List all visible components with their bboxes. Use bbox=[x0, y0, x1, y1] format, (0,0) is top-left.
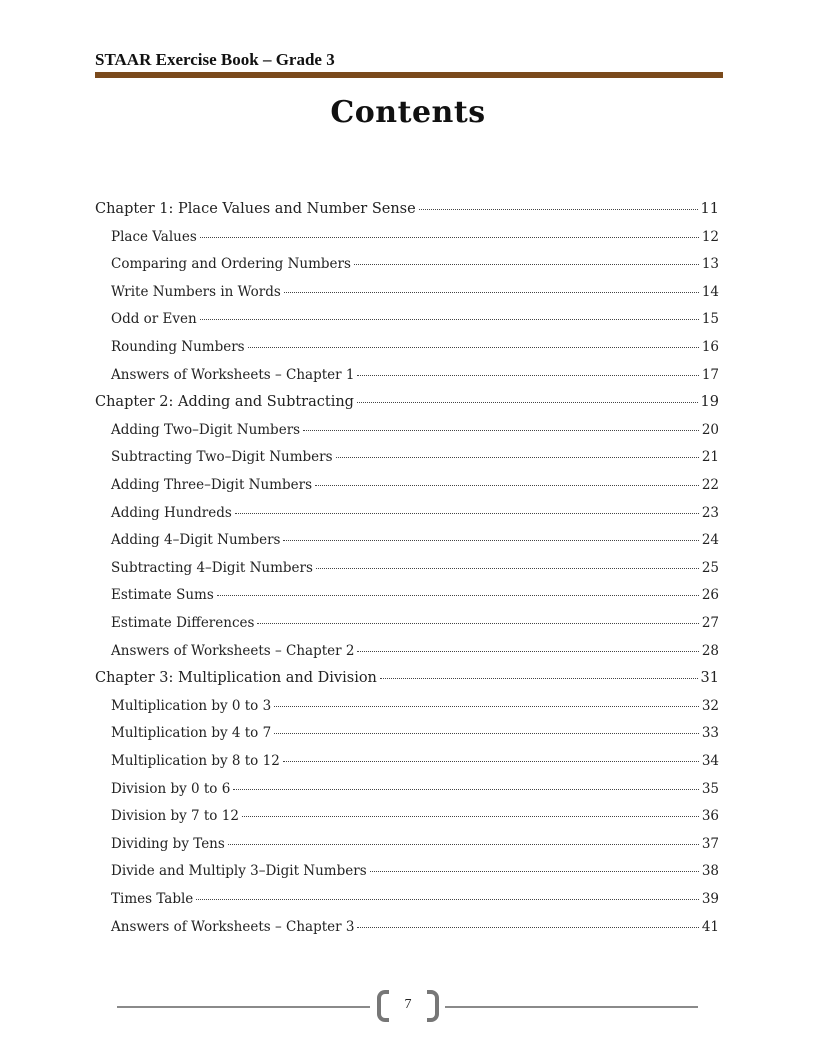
toc-dot-leader bbox=[336, 457, 699, 458]
toc-chapter-entry[interactable] bbox=[95, 200, 719, 218]
toc-entry-label: Answers of Worksheets – Chapter 1 bbox=[111, 366, 355, 383]
toc-dot-leader bbox=[228, 844, 699, 845]
toc-entry-page: 27 bbox=[701, 615, 719, 631]
toc-dot-leader bbox=[354, 264, 699, 265]
open-bracket-icon bbox=[377, 990, 389, 1022]
toc-entry-label: Adding 4–Digit Numbers bbox=[111, 532, 281, 549]
toc-entry-page: 36 bbox=[701, 808, 719, 825]
toc-entry-page: 11 bbox=[700, 201, 719, 217]
toc-dot-leader bbox=[242, 816, 699, 817]
toc-entry-label: Subtracting Two–Digit Numbers bbox=[111, 449, 333, 466]
toc-dot-leader bbox=[200, 319, 699, 320]
toc-section-entry[interactable] bbox=[111, 890, 719, 908]
toc-entry-page: 41 bbox=[701, 918, 719, 935]
toc-entry-page: 39 bbox=[701, 891, 719, 907]
toc-entry-label: Times Table bbox=[111, 891, 194, 907]
toc-entry-page: 12 bbox=[701, 228, 719, 245]
toc-entry-label: Multiplication by 4 to 7 bbox=[111, 725, 272, 742]
toc-entry-label: Adding Two–Digit Numbers bbox=[111, 421, 301, 438]
toc-dot-leader bbox=[283, 761, 699, 762]
toc-entry-page: 25 bbox=[701, 559, 719, 576]
toc-section-entry[interactable] bbox=[111, 780, 719, 798]
toc-entry-label: Divide and Multiply 3–Digit Numbers bbox=[111, 863, 367, 880]
toc-chapter-entry[interactable] bbox=[95, 393, 719, 411]
toc-section-entry[interactable] bbox=[111, 559, 719, 577]
toc-dot-leader bbox=[357, 927, 698, 928]
running-header-title: STAAR Exercise Book – Grade 3 bbox=[95, 50, 335, 69]
toc-section-entry[interactable] bbox=[111, 586, 719, 604]
toc-section-entry[interactable] bbox=[111, 421, 719, 439]
toc-dot-leader bbox=[196, 899, 699, 900]
toc-dot-leader bbox=[370, 871, 699, 872]
toc-section-entry[interactable] bbox=[111, 807, 719, 825]
toc-section-entry[interactable] bbox=[111, 642, 719, 660]
toc-section-entry[interactable] bbox=[111, 918, 719, 936]
toc-section-entry[interactable] bbox=[111, 504, 719, 522]
toc-dot-leader bbox=[419, 209, 698, 210]
toc-section-entry[interactable] bbox=[111, 283, 719, 301]
toc-section-entry[interactable] bbox=[111, 366, 719, 384]
toc-entry-page: 16 bbox=[701, 339, 719, 355]
toc-entry-label: Odd or Even bbox=[111, 311, 197, 328]
toc-dot-leader bbox=[357, 402, 698, 403]
toc-entry-page: 37 bbox=[701, 835, 719, 852]
toc-dot-leader bbox=[380, 678, 698, 679]
toc-entry-label: Division by 7 to 12 bbox=[111, 808, 239, 825]
toc-dot-leader bbox=[357, 375, 698, 376]
toc-entry-label: Multiplication by 0 to 3 bbox=[111, 697, 272, 714]
toc-dot-leader bbox=[284, 292, 699, 293]
toc-dot-leader bbox=[303, 430, 699, 431]
page-number: 7 bbox=[404, 997, 412, 1012]
footer-rule-left bbox=[117, 1006, 370, 1008]
toc-section-entry[interactable] bbox=[111, 531, 719, 549]
toc-entry-label: Subtracting 4–Digit Numbers bbox=[111, 559, 313, 576]
toc-dot-leader bbox=[316, 568, 699, 569]
toc-entry-page: 28 bbox=[701, 642, 719, 659]
toc-section-entry[interactable] bbox=[111, 338, 719, 356]
toc-entry-page: 13 bbox=[701, 256, 719, 273]
toc-entry-page: 38 bbox=[701, 863, 719, 880]
toc-entry-page: 17 bbox=[701, 366, 719, 383]
toc-entry-label: Estimate Differences bbox=[111, 615, 255, 631]
toc-dot-leader bbox=[315, 485, 699, 486]
toc-dot-leader bbox=[283, 540, 698, 541]
toc-dot-leader bbox=[248, 347, 699, 348]
toc-dot-leader bbox=[357, 651, 698, 652]
toc-entry-page: 23 bbox=[701, 504, 719, 521]
toc-entry-page: 21 bbox=[701, 449, 719, 466]
toc-entry-label: Rounding Numbers bbox=[111, 339, 245, 355]
toc-entry-label: Multiplication by 8 to 12 bbox=[111, 753, 280, 769]
footer-rule-right bbox=[445, 1006, 698, 1008]
toc-entry-label: Chapter 3: Multiplication and Division bbox=[95, 670, 377, 687]
toc-entry-label: Answers of Worksheets – Chapter 2 bbox=[111, 642, 355, 659]
toc-entry-label: Answers of Worksheets – Chapter 3 bbox=[111, 918, 355, 935]
toc-entry-page: 26 bbox=[701, 587, 719, 604]
toc-entry-page: 35 bbox=[701, 780, 719, 797]
toc-entry-page: 22 bbox=[701, 477, 719, 493]
toc-chapter-entry[interactable] bbox=[95, 669, 719, 687]
toc-section-entry[interactable] bbox=[111, 255, 719, 273]
toc-entry-page: 24 bbox=[701, 532, 719, 549]
toc-entry-page: 34 bbox=[701, 753, 719, 769]
toc-entry-label: Place Values bbox=[111, 228, 197, 245]
toc-section-entry[interactable] bbox=[111, 752, 719, 770]
toc-dot-leader bbox=[274, 706, 699, 707]
toc-entry-page: 33 bbox=[701, 725, 719, 742]
toc-entry-page: 14 bbox=[701, 283, 719, 300]
toc-section-entry[interactable] bbox=[111, 724, 719, 742]
toc-section-entry[interactable] bbox=[111, 614, 719, 632]
toc-entry-page: 19 bbox=[700, 394, 719, 411]
toc-section-entry[interactable] bbox=[111, 228, 719, 246]
toc-section-entry[interactable] bbox=[111, 697, 719, 715]
toc-entry-label: Division by 0 to 6 bbox=[111, 780, 231, 797]
toc-dot-leader bbox=[200, 237, 699, 238]
toc-section-entry[interactable] bbox=[111, 476, 719, 494]
toc-section-entry[interactable] bbox=[111, 310, 719, 328]
toc-entry-page: 32 bbox=[701, 697, 719, 714]
header-rule bbox=[95, 72, 723, 78]
toc-section-entry[interactable] bbox=[111, 448, 719, 466]
toc-dot-leader bbox=[217, 595, 699, 596]
toc-entry-label: Estimate Sums bbox=[111, 587, 214, 604]
toc-section-entry[interactable] bbox=[111, 835, 719, 853]
toc-dot-leader bbox=[235, 513, 699, 514]
toc-dot-leader bbox=[257, 623, 698, 624]
toc-entry-label: Chapter 1: Place Values and Number Sense bbox=[95, 201, 416, 217]
toc-entry-label: Chapter 2: Adding and Subtracting bbox=[95, 394, 354, 411]
toc-entry-page: 31 bbox=[700, 670, 719, 687]
toc-section-entry[interactable] bbox=[111, 862, 719, 880]
close-bracket-icon bbox=[427, 990, 439, 1022]
toc-entry-page: 15 bbox=[701, 311, 719, 328]
toc-entry-label: Dividing by Tens bbox=[111, 835, 225, 852]
toc-entry-label: Write Numbers in Words bbox=[111, 283, 281, 300]
toc-entry-label: Adding Three–Digit Numbers bbox=[111, 477, 312, 493]
toc-entry-page: 20 bbox=[701, 421, 719, 438]
toc-dot-leader bbox=[233, 789, 698, 790]
toc-entry-label: Comparing and Ordering Numbers bbox=[111, 256, 351, 273]
toc-dot-leader bbox=[274, 733, 699, 734]
page-title: Contents bbox=[330, 95, 486, 130]
toc-entry-label: Adding Hundreds bbox=[111, 504, 232, 521]
